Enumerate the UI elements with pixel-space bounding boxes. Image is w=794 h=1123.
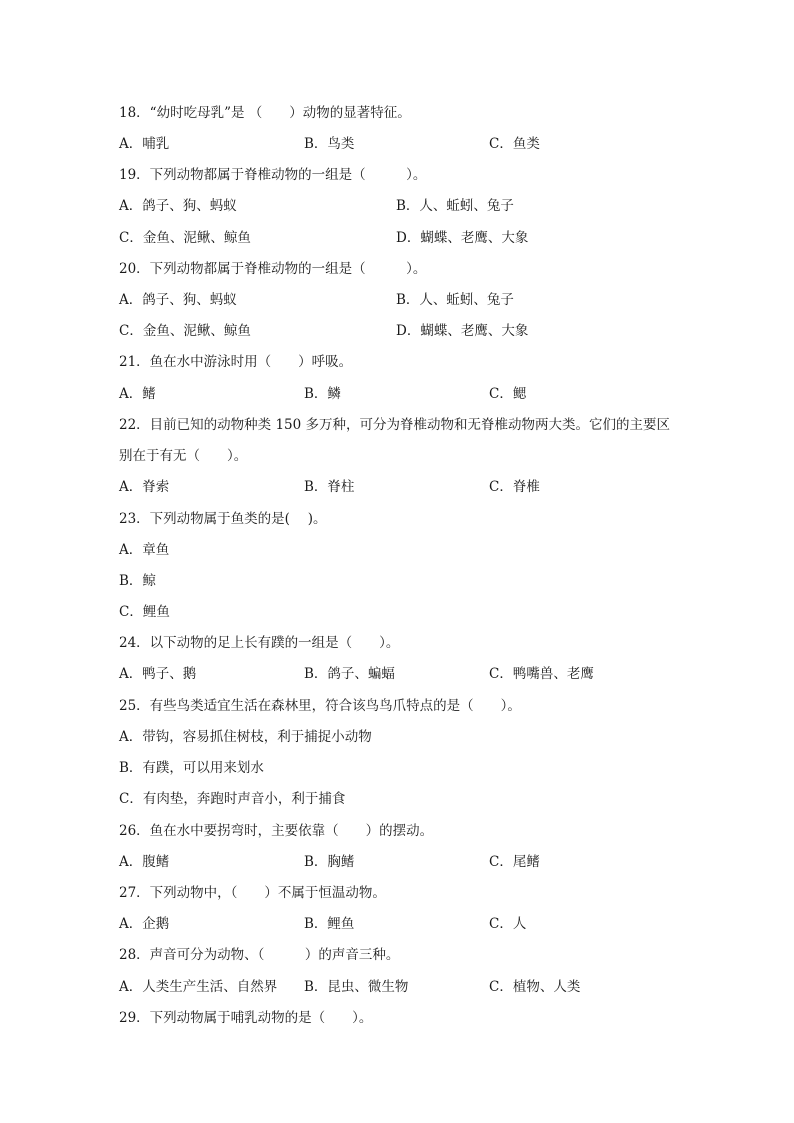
question-22-stem-line-1: 22．目前已知的动物种类 150 多万种，可分为脊椎动物和无脊椎动物两大类。它们的主要区 (119, 417, 671, 433)
question-23-option-c: C．鲤鱼 (119, 604, 170, 620)
question-26-option-a: A．腹鳍 (119, 854, 170, 870)
question-25-option-a: A．带钩，容易抓住树枝，利于捕捉小动物 (119, 729, 372, 745)
question-20-stem: 20．下列动物都属于脊椎动物的一组是（ ）。 (119, 261, 427, 277)
question-18-option-a: A．哺乳 (119, 136, 170, 152)
question-25-stem: 25．有些鸟类适宜生活在森林里，符合该鸟鸟爪特点的是（ ）。 (119, 698, 521, 714)
question-26-option-b: B．胸鳍 (304, 854, 355, 870)
question-20-option-d: D．蝴蝶、老鹰、大象 (396, 323, 529, 339)
question-20-option-a: A．鸽子、狗、蚂蚁 (119, 292, 237, 308)
question-24-option-c: C．鸭嘴兽、老鹰 (489, 666, 594, 682)
question-20-option-b: B．人、蚯蚓、兔子 (396, 292, 514, 308)
question-22-stem-line-2: 别在于有无（ ）。 (119, 448, 248, 464)
question-19-option-a: A．鸽子、狗、蚂蚁 (119, 198, 237, 214)
question-23-stem: 23．下列动物属于鱼类的是( )。 (119, 511, 327, 527)
question-21-option-b: B．鳞 (304, 386, 341, 402)
question-27-option-c: C．人 (489, 916, 527, 932)
question-18-option-b: B．鸟类 (304, 136, 355, 152)
question-20-option-c: C．金鱼、泥鳅、鲸鱼 (119, 323, 251, 339)
question-28-option-b: B．昆虫、微生物 (304, 979, 409, 995)
question-19-stem: 19．下列动物都属于脊椎动物的一组是（ ）。 (119, 167, 427, 183)
question-19-option-c: C．金鱼、泥鳅、鲸鱼 (119, 230, 251, 246)
question-23-option-a: A．章鱼 (119, 542, 170, 558)
question-27-option-a: A．企鹅 (119, 916, 170, 932)
question-28-option-a: A．人类生产生活、自然界 (119, 979, 278, 995)
question-26-option-c: C．尾鳍 (489, 854, 540, 870)
question-21-stem: 21．鱼在水中游泳时用（ ）呼吸。 (119, 354, 353, 370)
question-24-option-b: B．鸽子、蝙蝠 (304, 666, 395, 682)
question-18-option-c: C．鱼类 (489, 136, 540, 152)
question-22-option-a: A．脊索 (119, 479, 170, 495)
question-26-stem: 26．鱼在水中要拐弯时，主要依靠（ ）的摆动。 (119, 823, 434, 839)
question-27-option-b: B．鲤鱼 (304, 916, 355, 932)
question-28-stem: 28．声音可分为动物、（ ）的声音三种。 (119, 947, 400, 963)
question-21-option-c: C．鳃 (489, 386, 527, 402)
question-29-stem: 29．下列动物属于哺乳动物的是（ ）。 (119, 1010, 373, 1026)
question-22-option-b: B．脊柱 (304, 479, 355, 495)
question-23-option-b: B．鲸 (119, 573, 156, 589)
question-19-option-d: D．蝴蝶、老鹰、大象 (396, 230, 529, 246)
question-25-option-c: C．有肉垫，奔跑时声音小，利于捕食 (119, 791, 346, 807)
question-28-option-c: C．植物、人类 (489, 979, 581, 995)
question-24-option-a: A．鸭子、鹅 (119, 666, 197, 682)
question-22-option-c: C．脊椎 (489, 479, 540, 495)
question-21-option-a: A．鳍 (119, 386, 156, 402)
question-18-stem: 18．“幼时吃母乳”是 （ ）动物的显著特征。 (119, 105, 411, 121)
question-25-option-b: B．有蹼，可以用来划水 (119, 760, 264, 776)
question-19-option-b: B．人、蚯蚓、兔子 (396, 198, 514, 214)
question-24-stem: 24．以下动物的足上长有蹼的一组是（ ）。 (119, 635, 400, 651)
question-27-stem: 27．下列动物中，（ ）不属于恒温动物。 (119, 885, 386, 901)
